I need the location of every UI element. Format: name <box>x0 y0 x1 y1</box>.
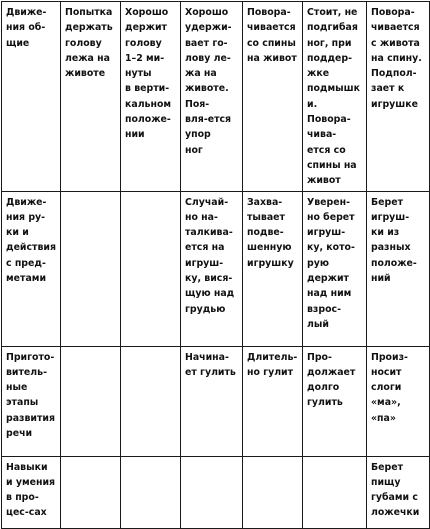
table-cell: Случай- но на- талкива- ется на игруш- ку, вися- щую над грудью <box>181 191 243 346</box>
row-header-skills: Навыки и умения в про- цес-сах <box>2 456 61 528</box>
table-cell <box>121 191 181 346</box>
table-cell <box>243 456 303 528</box>
development-table-frame <box>1 1 429 524</box>
table-row-speech-stages <box>2 346 430 456</box>
row-header-general-movements: Движе- ния об- щие <box>2 2 61 192</box>
table-cell: Хорошо держит голову 1–2 ми- нуты в верти- кальном положе- нии <box>121 2 181 192</box>
table-cell <box>303 456 367 528</box>
table-cell <box>121 346 181 456</box>
table-cell: Уверен- но берет игруш- ку, кото- рую держит над ним взрос- лый <box>303 191 367 346</box>
table-row-hand-movements <box>2 191 430 346</box>
table-cell <box>61 346 121 456</box>
table-cell <box>181 456 243 528</box>
row-header-speech-stages: Пригото- витель- ные этапы развития речи <box>2 346 61 456</box>
table-row-general-movements <box>2 2 430 192</box>
table-cell <box>121 456 181 528</box>
development-table <box>1 1 430 529</box>
table-cell: Начина- ет гулить <box>181 346 243 456</box>
table-cell: Берет пищу губами с ложечки <box>367 456 430 528</box>
table-cell: Длитель- но гулит <box>243 346 303 456</box>
table-cell: Произ- носит слоги «ма», «па» <box>367 346 430 456</box>
table-cell: Хорошо удержи- вает го- лову ле- жа на животе. Поя- вля-ется упор ног <box>181 2 243 192</box>
table-cell: Повора- чивается со спины на живот <box>243 2 303 192</box>
table-row-skills <box>2 456 430 528</box>
table-cell: Берет игруш- ки из разных положе- ний <box>367 191 430 346</box>
table-cell: Повора- чивается с живота на спину. Подпол- зает к игрушке <box>367 2 430 192</box>
table-cell <box>61 456 121 528</box>
row-header-hand-movements: Движе- ния ру- ки и действия с пред- метами <box>2 191 61 346</box>
table-cell: Попытка держать голову лежа на животе <box>61 2 121 192</box>
table-cell: Про- должает долго гулить <box>303 346 367 456</box>
table-cell: Захва- тывает подве- шенную игрушку <box>243 191 303 346</box>
table-cell: Стоит, не подгибая ног, при поддер- жке подмышки. Повора- чива- ется со спины на живот <box>303 2 367 192</box>
table-cell <box>61 191 121 346</box>
